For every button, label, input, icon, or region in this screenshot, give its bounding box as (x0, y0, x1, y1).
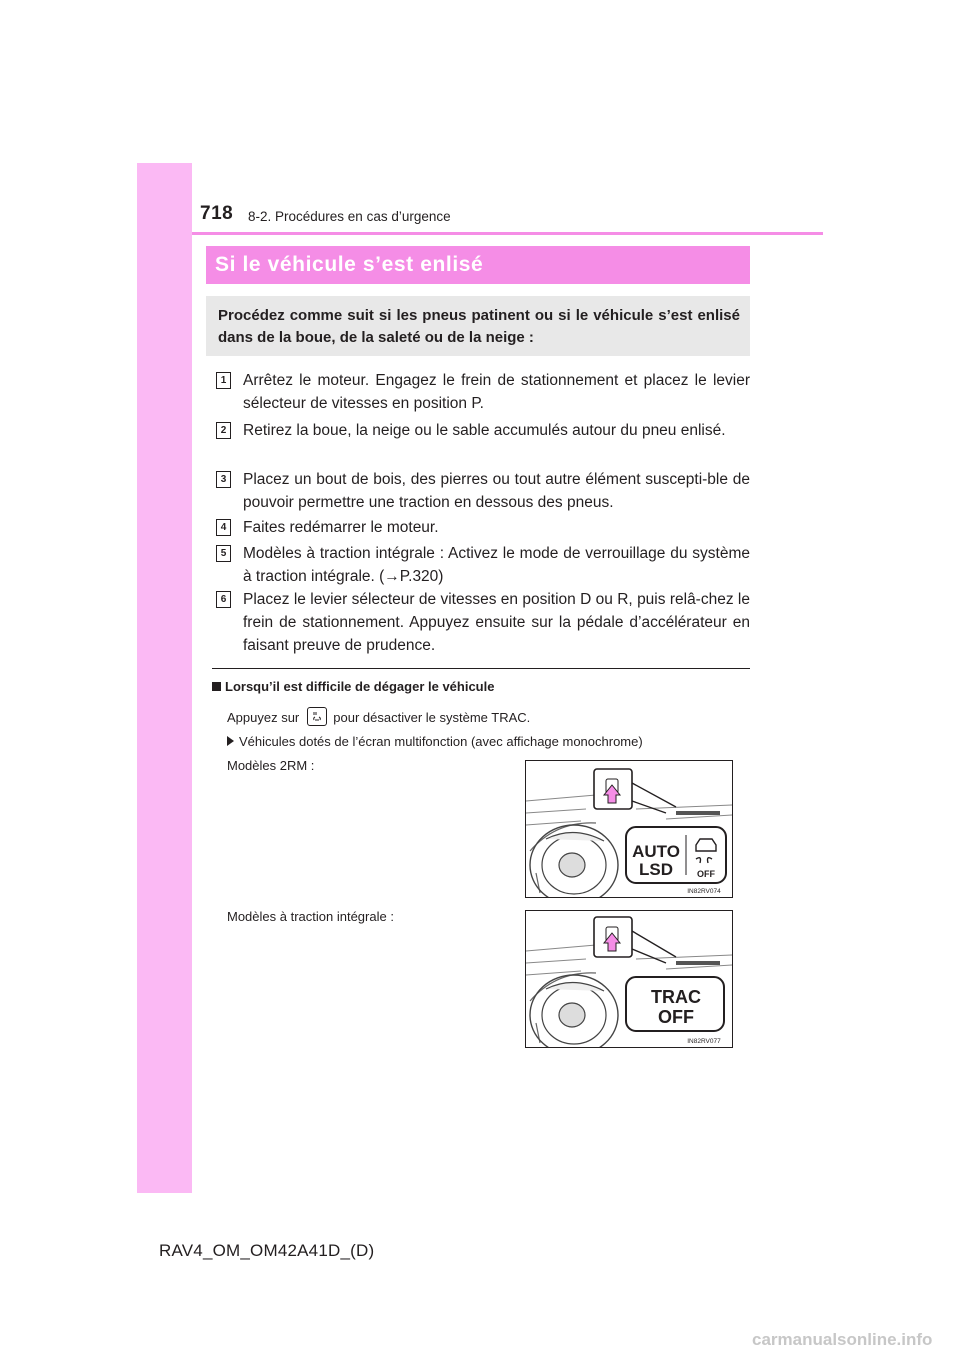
square-bullet-icon (212, 682, 221, 691)
triangle-bullet-icon (227, 736, 234, 746)
off-label: OFF (697, 869, 715, 879)
section-title: 8-2. Procédures en cas d’urgence (248, 209, 451, 224)
intro-box (206, 296, 750, 356)
title-bar (206, 246, 750, 284)
side-band (137, 163, 192, 1193)
figure-code: IN82RV077 (687, 1038, 721, 1045)
header-rule (192, 232, 823, 235)
intro-text: Procédez comme suit si les pneus patinent ou si le véhicule s’est enlisé dans de la boue, de la saleté ou de la neige : (218, 307, 740, 346)
press-after-text: pour désactiver le système TRAC. (333, 710, 531, 725)
step-2 (206, 419, 750, 442)
step-4 (206, 516, 750, 539)
step-text: Placez un bout de bois, des pierres ou tout autre élément suscepti-ble de pouvoir permettre une traction en dessous des pneus. (243, 471, 750, 511)
step-number: 4 (216, 519, 231, 536)
figure-code: IN82RV074 (687, 888, 721, 895)
watermark: carmanualsonline.info (752, 1330, 933, 1349)
vehicle-type-line (227, 734, 643, 749)
step-text: Retirez la boue, la neige ou le sable accumulés autour du pneu enlisé. (243, 422, 726, 439)
label-2wd: Modèles 2RM : (227, 758, 315, 773)
step-number: 5 (216, 545, 231, 562)
figure-4wd (525, 910, 733, 1048)
footer-code: RAV4_OM_OM42A41D_(D) (159, 1241, 375, 1260)
step-number: 1 (216, 372, 231, 389)
step-number: 6 (216, 591, 231, 608)
step-number: 3 (216, 471, 231, 488)
step-3 (206, 468, 750, 514)
page-number: 718 (200, 203, 234, 224)
note-heading (212, 679, 494, 694)
label-4wd: Modèles à traction intégrale : (227, 909, 394, 924)
press-before-text: Appuyez sur (227, 710, 300, 725)
step-6 (206, 588, 750, 657)
step-text: Faites redémarrer le moteur. (243, 519, 439, 536)
figure-2wd (525, 760, 733, 898)
trac-off-label: OFF (658, 1007, 694, 1027)
page-title: Si le véhicule s’est enlisé (215, 253, 484, 276)
press-instruction (227, 707, 530, 726)
trac-off-button-icon (307, 707, 327, 726)
step-text: Arrêtez le moteur. Engagez le frein de stationnement et placez le levier sélecteur de vitesses en position P. (243, 372, 750, 412)
section-divider (212, 668, 750, 669)
lsd-label: LSD (639, 860, 673, 879)
vehicle-type-text: Véhicules dotés de l’écran multifonction (avec affichage monochrome) (239, 734, 643, 749)
note-heading-text: Lorsqu’il est difficile de dégager le véhicule (225, 679, 495, 694)
step-number: 2 (216, 422, 231, 439)
step-5 (206, 542, 750, 588)
auto-label: AUTO (632, 842, 680, 861)
step-text: Placez le levier sélecteur de vitesses en position D ou R, puis relâ-chez le frein de stationnement. Appuyez ensuite sur la pédale d’accélérateur en faisant preuve de prudence. (243, 591, 750, 654)
step-text: Modèles à traction intégrale : Activez le mode de verrouillage du système à traction intégrale. (→P.320) (243, 545, 750, 585)
step-1 (206, 369, 750, 415)
trac-label: TRAC (651, 987, 701, 1007)
